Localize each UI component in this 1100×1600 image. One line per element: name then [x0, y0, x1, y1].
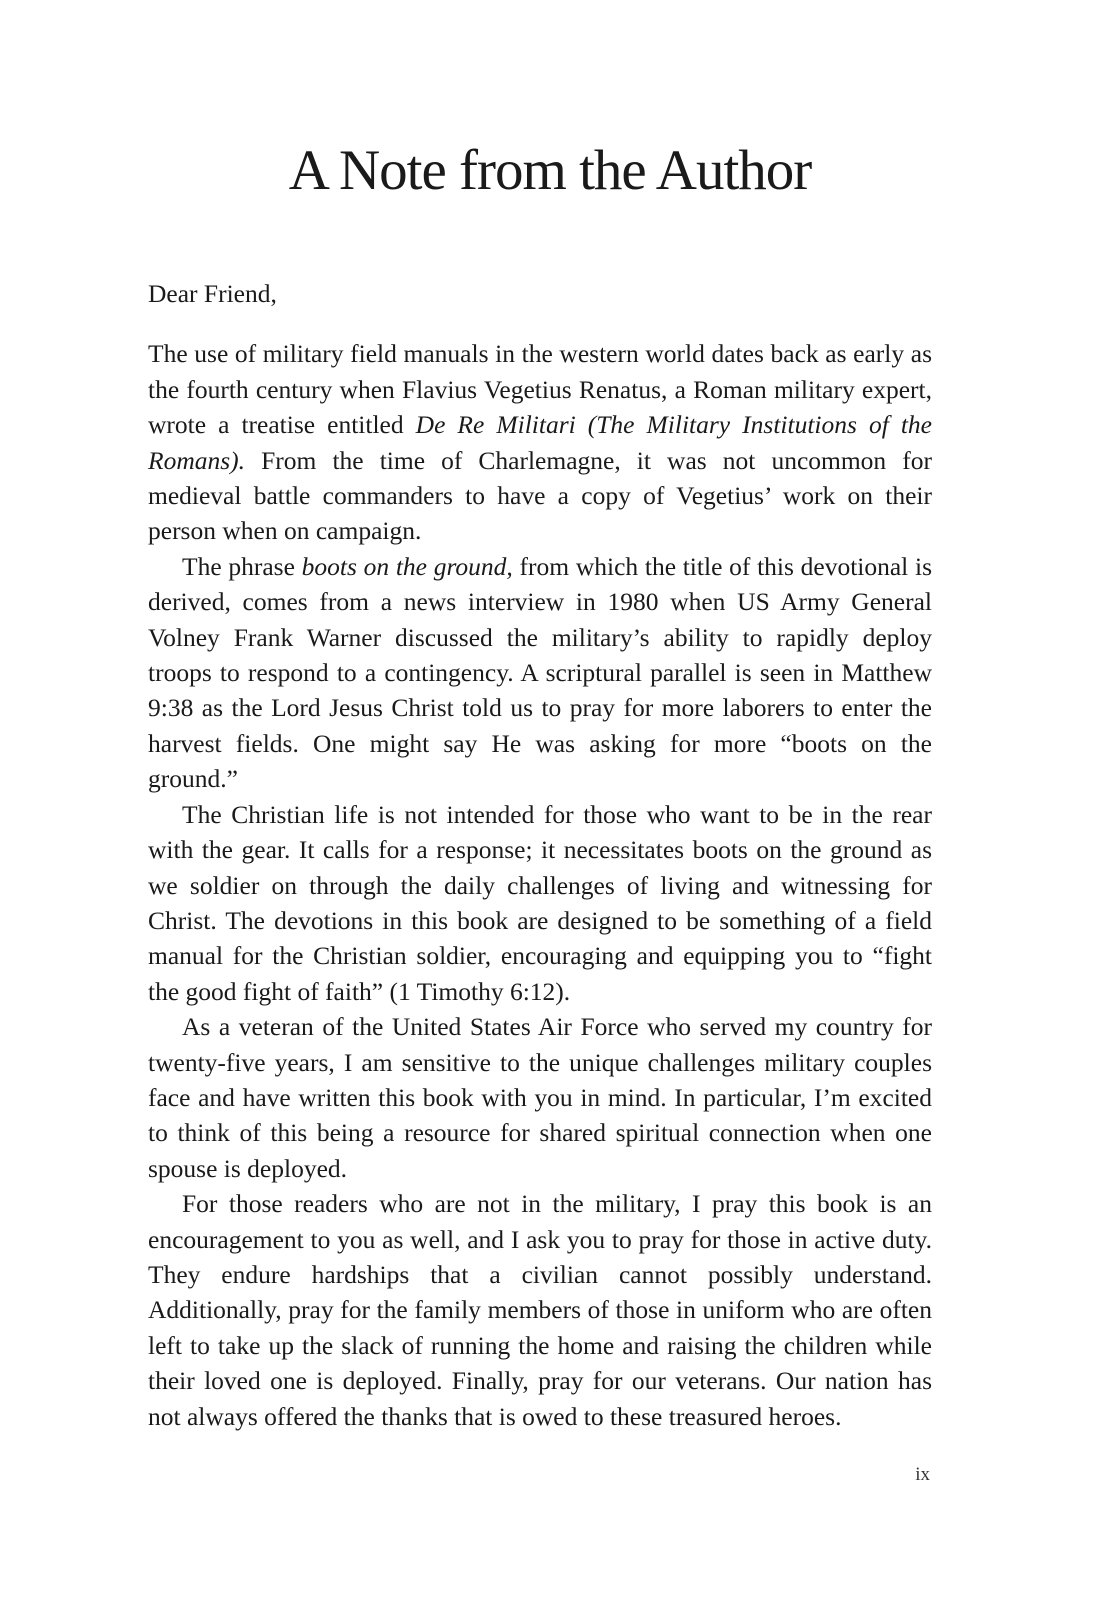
paragraph-2	[148, 549, 932, 797]
paragraph-5: For those readers who are not in the military, I pray this book is an encouragement to you as well, and I ask you to pray for those in active duty. They endure hardships that a civilian cannot possibly understand. Additionally, pray for the family members of those in uniform who are often left to take up the slack of running the home and raising the children while their loved one is deployed. Finally, pray for our veterans. Our nation has not always offered the thanks that is owed to these treasured heroes.	[148, 1189, 932, 1431]
paragraph-1-text-b: From the time of Charlemagne, it was not uncommon for medieval battle commanders to have a copy of Vegetius’ work on their person when on campaign.	[148, 445, 932, 546]
paragraph-1-italic-title: De Re Militari (The Military Institutions of the Romans).	[148, 410, 932, 475]
salutation: Dear Friend,	[148, 279, 277, 308]
paragraph-1-text-a: The use of military field manuals in the western world dates back as early as the fourth century when Flavius Vegetius Renatus, a Roman military expert, wrote a treatise entitled	[148, 339, 932, 440]
body-text	[148, 276, 932, 1434]
paragraph-3: The Christian life is not intended for those who want to be in the rear with the gear. It calls for a response; it necessitates boots on the ground as we soldier on through the daily challenges of living and witnessing for Christ. The devotions in this book are designed to be something of a field manual for the Christian soldier, encouraging and equipping you to “fight the good fight of faith” (1 Timothy 6:12).	[148, 799, 932, 1006]
paragraph-1	[148, 336, 932, 548]
paragraph-2-italic-phrase: boots on the ground,	[301, 551, 513, 581]
paragraph-2-text-a: The phrase	[182, 551, 302, 581]
page-number: ix	[915, 1464, 930, 1485]
paragraph-4: As a veteran of the United States Air Force who served my country for twenty-five years, I am sensitive to the unique challenges military couples face and have written this book with you in mind. In particular, I’m excited to think of this being a resource for shared spiritual connection when one spouse is deployed.	[148, 1012, 932, 1183]
page-title: A Note from the Author	[288, 139, 812, 202]
paragraph-2-text-b: from which the title of this devotional is derived, comes from a news interview in 1980 when US Army General Volney Frank Warner discussed the military’s ability to rapidly deploy troops to respond to a contingency. A scriptural parallel is seen in Matthew 9:38 as the Lord Jesus Christ told us to pray for more laborers to enter the harvest fields. One might say He was asking for more “boots on the ground.”	[148, 551, 932, 794]
